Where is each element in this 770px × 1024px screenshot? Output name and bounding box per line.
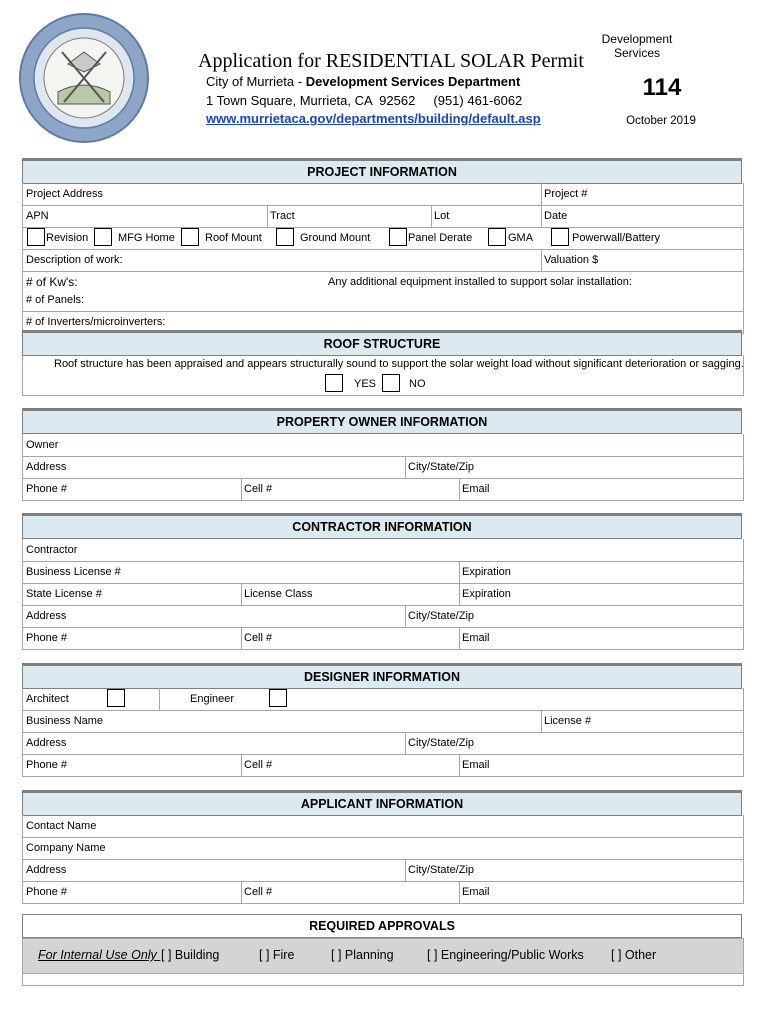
form-title: Application for RESIDENTIAL SOLAR Permit [198, 50, 584, 72]
internal-use-bar [22, 938, 744, 974]
business-license-expiration-field[interactable]: Expiration [462, 566, 511, 578]
powerwall-checkbox[interactable] [551, 228, 569, 246]
section-required-approvals: REQUIRED APPROVALS [22, 914, 742, 938]
approval-fire[interactable]: [ ] Fire [259, 948, 295, 962]
owner-email-field[interactable]: Email [462, 483, 490, 495]
row-architect-engineer [22, 688, 744, 711]
apn-field[interactable]: APN [26, 210, 49, 222]
row-applicant-address [22, 859, 744, 882]
applicant-email-field[interactable]: Email [462, 886, 490, 898]
approval-engineering[interactable]: [ ] Engineering/Public Works [427, 948, 584, 962]
address-line: 1 Town Square, Murrieta, CA 92562 (951) 461-6062 [206, 93, 523, 108]
kws-field[interactable]: # of Kw's: [26, 275, 78, 289]
row-contractor-phone [22, 627, 744, 650]
row-business-license [22, 561, 744, 584]
section-roof-structure: ROOF STRUCTURE [22, 330, 742, 356]
row-description [22, 249, 744, 272]
company-name-field[interactable]: Company Name [26, 842, 106, 854]
dept-line-2: Services [613, 46, 660, 60]
row-roof-statement [22, 355, 744, 373]
section-contractor-info: CONTRACTOR INFORMATION [22, 513, 742, 539]
business-name-field[interactable]: Business Name [26, 715, 104, 727]
ground-mount-label: Ground Mount [300, 232, 371, 244]
department-line [206, 74, 520, 89]
row-state-license [22, 583, 744, 606]
designer-address-field[interactable]: Address [26, 737, 67, 749]
contractor-field[interactable]: Contractor [26, 544, 78, 556]
project-number-field[interactable]: Project # [544, 188, 588, 200]
contractor-cell-field[interactable]: Cell # [244, 632, 273, 644]
internal-use-label: For Internal Use Only [38, 948, 161, 962]
roof-yes-label: YES [354, 378, 377, 390]
powerwall-label: Powerwall/Battery [572, 232, 661, 244]
section-designer-info: DESIGNER INFORMATION [22, 663, 742, 689]
row-roof-yesno [22, 373, 744, 396]
row-owner-phone [22, 478, 744, 501]
department-name: Development Services Department [305, 74, 521, 89]
row-business-name [22, 710, 744, 733]
ground-mount-checkbox[interactable] [276, 228, 294, 246]
state-license-expiration-field[interactable]: Expiration [462, 588, 511, 600]
designer-cell-field[interactable]: Cell # [244, 759, 273, 771]
row-designer-address [22, 732, 744, 755]
roof-mount-label: Roof Mount [205, 232, 262, 244]
inverters-field[interactable]: # of Inverters/microinverters: [26, 316, 166, 328]
applicant-city-field[interactable]: City/State/Zip [408, 864, 475, 876]
approvals-bottom-row [22, 973, 744, 986]
row-contractor [22, 539, 744, 562]
row-company-name [22, 837, 744, 860]
gma-checkbox[interactable] [488, 228, 506, 246]
contractor-email-field[interactable]: Email [462, 632, 490, 644]
business-license-field[interactable]: Business License # [26, 566, 121, 578]
mfg-home-label: MFG Home [118, 232, 175, 244]
contractor-city-field[interactable]: City/State/Zip [408, 610, 475, 622]
row-designer-phone [22, 754, 744, 777]
roof-no-label: NO [409, 378, 426, 390]
engineer-label: Engineer [190, 693, 235, 705]
gma-label: GMA [508, 232, 534, 244]
lot-field[interactable]: Lot [434, 210, 450, 222]
date-field[interactable]: Date [544, 210, 568, 222]
state-license-field[interactable]: State License # [26, 588, 102, 600]
designer-city-field[interactable]: City/State/Zip [408, 737, 475, 749]
dept-line-1: Development [601, 32, 673, 46]
valuation-field[interactable]: Valuation $ [544, 254, 599, 266]
owner-phone-field[interactable]: Phone # [26, 483, 67, 495]
row-contact-name [22, 815, 744, 838]
city-seal-icon [18, 12, 150, 144]
row-apn [22, 205, 744, 228]
approval-planning[interactable]: [ ] Planning [331, 948, 394, 962]
row-permit-type [22, 227, 744, 250]
owner-field[interactable]: Owner [26, 439, 59, 451]
designer-phone-field[interactable]: Phone # [26, 759, 67, 771]
owner-address-field[interactable]: Address [26, 461, 67, 473]
roof-no-checkbox[interactable] [382, 374, 400, 392]
owner-cell-field[interactable]: Cell # [244, 483, 273, 495]
applicant-cell-field[interactable]: Cell # [244, 886, 273, 898]
mfg-home-checkbox[interactable] [94, 228, 112, 246]
applicant-phone-field[interactable]: Phone # [26, 886, 67, 898]
architect-label: Architect [26, 693, 69, 705]
project-address-field[interactable]: Project Address [26, 188, 104, 200]
city-prefix: City of Murrieta - [206, 74, 306, 89]
roof-mount-checkbox[interactable] [181, 228, 199, 246]
designer-email-field[interactable]: Email [462, 759, 490, 771]
designer-license-field[interactable]: License # [544, 715, 592, 727]
description-field[interactable]: Description of work: [26, 254, 123, 266]
contractor-phone-field[interactable]: Phone # [26, 632, 67, 644]
revision-label: Revision [46, 232, 89, 244]
form-number: 114 [642, 74, 682, 101]
row-contractor-address [22, 605, 744, 628]
contractor-address-field[interactable]: Address [26, 610, 67, 622]
row-owner [22, 434, 744, 457]
panels-field[interactable]: # of Panels: [26, 294, 85, 306]
license-class-field[interactable]: License Class [244, 588, 313, 600]
revision-date: October 2019 [626, 115, 696, 127]
engineer-checkbox[interactable] [269, 689, 287, 707]
row-applicant-phone [22, 881, 744, 904]
approval-other[interactable]: [ ] Other [611, 948, 657, 962]
roof-yes-checkbox[interactable] [325, 374, 343, 392]
tract-field[interactable]: Tract [270, 210, 295, 222]
roof-statement: Roof structure has been appraised and appears structurally sound to support the solar weight load without significant deterioration or sagging. [54, 358, 744, 370]
row-owner-address [22, 456, 744, 479]
row-panels [22, 293, 744, 312]
department-label [577, 32, 697, 60]
additional-equipment-field[interactable]: Any additional equipment installed to support solar installation: [328, 276, 632, 288]
owner-city-field[interactable]: City/State/Zip [408, 461, 475, 473]
section-project-info: PROJECT INFORMATION [22, 158, 742, 184]
section-owner-info: PROPERTY OWNER INFORMATION [22, 408, 742, 434]
applicant-address-field[interactable]: Address [26, 864, 67, 876]
section-applicant-info: APPLICANT INFORMATION [22, 790, 742, 816]
row-kws [22, 271, 744, 293]
approval-building[interactable]: [ ] Building [161, 948, 220, 962]
contact-name-field[interactable]: Contact Name [26, 820, 97, 832]
row-project-address [22, 183, 744, 206]
panel-derate-label: Panel Derate [408, 232, 473, 244]
website-link[interactable]: www.murrietaca.gov/departments/building/default.asp [206, 111, 541, 126]
architect-checkbox[interactable] [107, 689, 125, 707]
